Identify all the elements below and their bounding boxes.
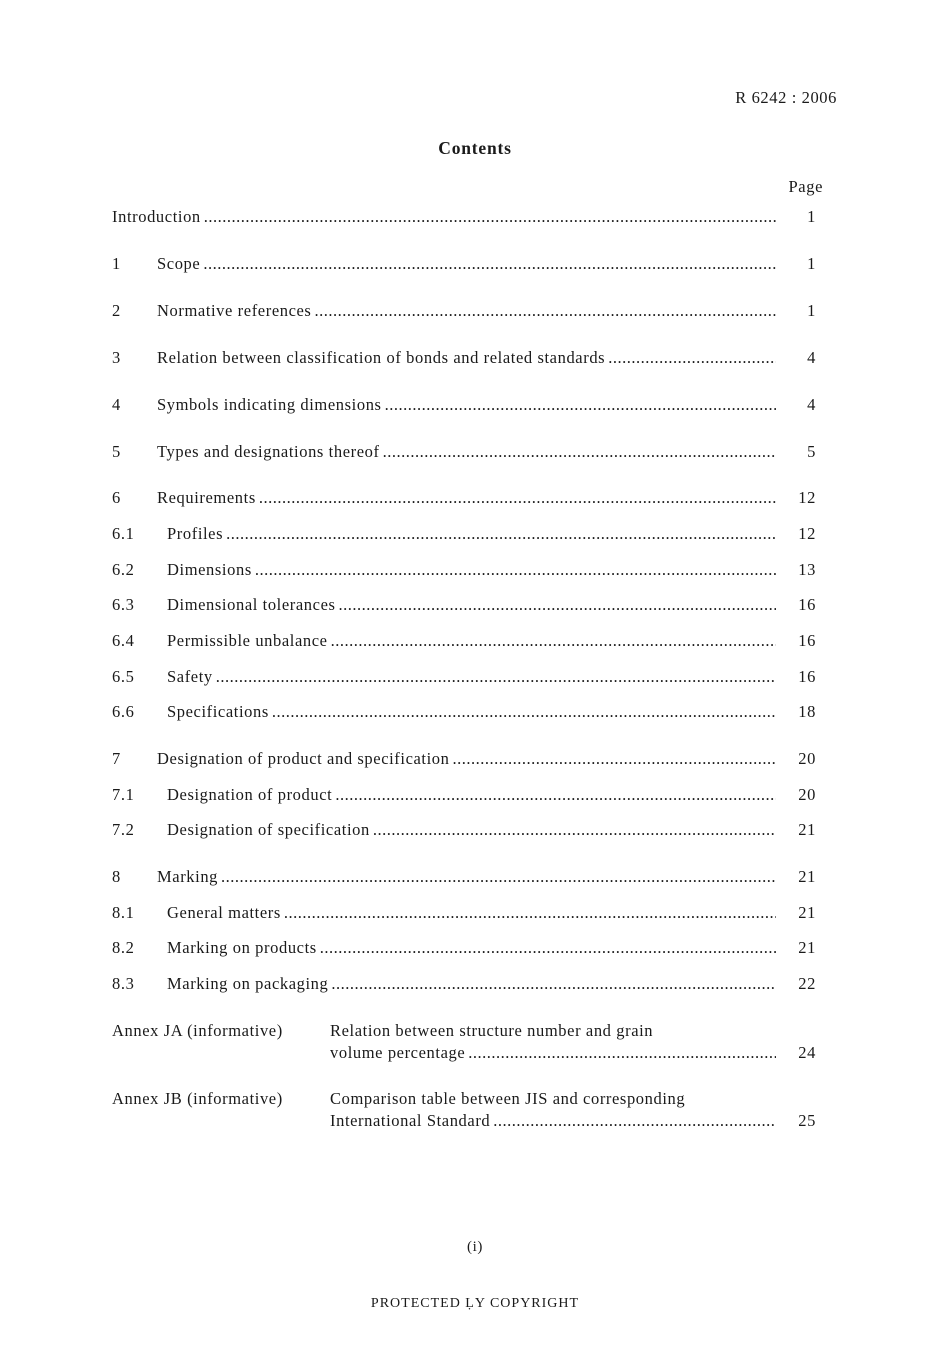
dot-leader — [331, 974, 776, 994]
toc-number: 7.1 — [112, 785, 135, 804]
toc-page: 20 — [798, 785, 816, 804]
toc-entry-6-4[interactable] — [112, 631, 816, 655]
toc-title: Dimensions ..... — [167, 560, 776, 580]
dot-leader — [272, 702, 776, 722]
toc-number: 7.2 — [112, 820, 135, 839]
dot-leader — [221, 867, 776, 887]
toc-entry-8[interactable] — [112, 867, 816, 891]
toc-page: 12 — [798, 488, 816, 507]
toc-page: 24 — [798, 1043, 816, 1062]
toc-entry-4[interactable] — [112, 395, 816, 419]
annex-label: Annex JB (informative) — [112, 1089, 283, 1108]
toc-number: 4 — [112, 395, 121, 414]
toc-page: 1 — [807, 301, 816, 320]
dot-leader — [204, 207, 776, 227]
toc-entry-6-1[interactable] — [112, 524, 816, 548]
toc-number: 8.2 — [112, 938, 135, 957]
annex-title-line1: Relation between structure number and grain — [330, 1021, 654, 1040]
dot-leader — [203, 254, 776, 274]
toc-entry-3[interactable] — [112, 348, 816, 372]
toc-title: Symbols indicating dimensions ..... — [157, 395, 776, 415]
copyright-notice: PROTECTED ḶY COPYRIGHT — [370, 1296, 580, 1311]
dot-leader — [385, 395, 776, 415]
toc-number: 8.3 — [112, 974, 135, 993]
toc-title: Relation between classification of bonds and related standards ..... — [157, 348, 776, 368]
toc-page: 21 — [798, 938, 816, 957]
toc-title: General matters ..... — [167, 903, 776, 923]
toc-entry-7[interactable] — [112, 749, 816, 773]
toc-number: 6.3 — [112, 595, 135, 614]
annex-title-line1: Comparison table between JIS and corresponding — [330, 1089, 686, 1108]
toc-title: Designation of specification ..... — [167, 820, 776, 840]
toc-entry-annex-jb[interactable] — [112, 1089, 816, 1137]
toc-page: 25 — [798, 1111, 816, 1130]
toc-page: 20 — [798, 749, 816, 768]
page-column-label: Page — [788, 177, 823, 196]
toc-entry-7-2[interactable] — [112, 820, 816, 844]
toc-entry-6-2[interactable] — [112, 560, 816, 584]
toc-title: Specifications ..... — [167, 702, 776, 722]
toc-page: 1 — [807, 254, 816, 273]
toc-page: 16 — [798, 667, 816, 686]
toc-title: Marking on products ..... — [167, 938, 776, 958]
toc-page: 1 — [807, 207, 816, 226]
toc-entry-5[interactable] — [112, 442, 816, 466]
toc-entry-introduction[interactable] — [112, 207, 816, 231]
toc-number: 6 — [112, 488, 121, 507]
toc-page: 21 — [798, 820, 816, 839]
toc-entry-8-3[interactable] — [112, 974, 816, 998]
toc-number: 5 — [112, 442, 121, 461]
toc-number: 7 — [112, 749, 121, 768]
annex-title-line2: volume percentage ..... — [330, 1043, 776, 1063]
toc-page: 21 — [798, 903, 816, 922]
toc-number: 2 — [112, 301, 121, 320]
contents-title: Contents — [438, 138, 512, 158]
toc-page: 21 — [798, 867, 816, 886]
toc-title: Permissible unbalance ..... — [167, 631, 776, 651]
toc-entry-2[interactable] — [112, 301, 816, 325]
dot-leader — [468, 1043, 776, 1063]
toc-number: 6.5 — [112, 667, 135, 686]
dot-leader — [373, 820, 776, 840]
toc-page: 5 — [807, 442, 816, 461]
dot-leader — [314, 301, 776, 321]
toc-title: Designation of product and specification ..... — [157, 749, 776, 769]
dot-leader — [320, 938, 776, 958]
dot-leader — [284, 903, 776, 923]
dot-leader — [493, 1111, 776, 1131]
toc-title: Safety ..... — [167, 667, 776, 687]
dot-leader — [216, 667, 776, 687]
footer-page-number: (i) — [467, 1239, 483, 1255]
toc-title: Profiles ..... — [167, 524, 776, 544]
toc-page: 18 — [798, 702, 816, 721]
toc-entry-6-3[interactable] — [112, 595, 816, 619]
toc-title: Scope ..... — [157, 254, 776, 274]
annex-title-line2: International Standard ..... — [330, 1111, 776, 1131]
toc-page: 22 — [798, 974, 816, 993]
toc-entry-6[interactable] — [112, 488, 816, 512]
toc-entry-1[interactable] — [112, 254, 816, 278]
toc-number: 6.6 — [112, 702, 135, 721]
dot-leader — [608, 348, 776, 368]
toc-entry-7-1[interactable] — [112, 785, 816, 809]
dot-leader — [383, 442, 776, 462]
toc-title: Types and designations thereof ..... — [157, 442, 776, 462]
toc-title: Marking ..... — [157, 867, 776, 887]
toc-page: 4 — [807, 348, 816, 367]
toc-entry-8-2[interactable] — [112, 938, 816, 962]
toc-title: Designation of product ..... — [167, 785, 776, 805]
annex-label: Annex JA (informative) — [112, 1021, 283, 1040]
toc-page: 13 — [798, 560, 816, 579]
toc-number: 6.4 — [112, 631, 135, 650]
dot-leader — [339, 595, 776, 615]
toc-title: Requirements ..... — [157, 488, 776, 508]
dot-leader — [335, 785, 776, 805]
standard-number: R 6242 : 2006 — [735, 88, 837, 107]
toc-title: Dimensional tolerances ..... — [167, 595, 776, 615]
dot-leader — [255, 560, 776, 580]
toc-title: Marking on packaging ..... — [167, 974, 776, 994]
toc-number: 1 — [112, 254, 121, 273]
dot-leader — [453, 749, 776, 769]
toc-page: 12 — [798, 524, 816, 543]
toc-page: 16 — [798, 631, 816, 650]
toc-number: 8.1 — [112, 903, 135, 922]
toc-title: Introduction ..... — [112, 207, 776, 227]
toc-page: 16 — [798, 595, 816, 614]
dot-leader — [259, 488, 776, 508]
toc-number: 8 — [112, 867, 121, 886]
toc-entry-6-6[interactable] — [112, 702, 816, 726]
toc-entry-6-5[interactable] — [112, 667, 816, 691]
dot-leader — [226, 524, 776, 544]
toc-number: 6.1 — [112, 524, 135, 543]
toc-title: Normative references ..... — [157, 301, 776, 321]
dot-leader — [331, 631, 776, 651]
toc-number: 3 — [112, 348, 121, 367]
toc-entry-8-1[interactable] — [112, 903, 816, 927]
toc-number: 6.2 — [112, 560, 135, 579]
toc-entry-annex-ja[interactable] — [112, 1021, 816, 1069]
toc-page: 4 — [807, 395, 816, 414]
